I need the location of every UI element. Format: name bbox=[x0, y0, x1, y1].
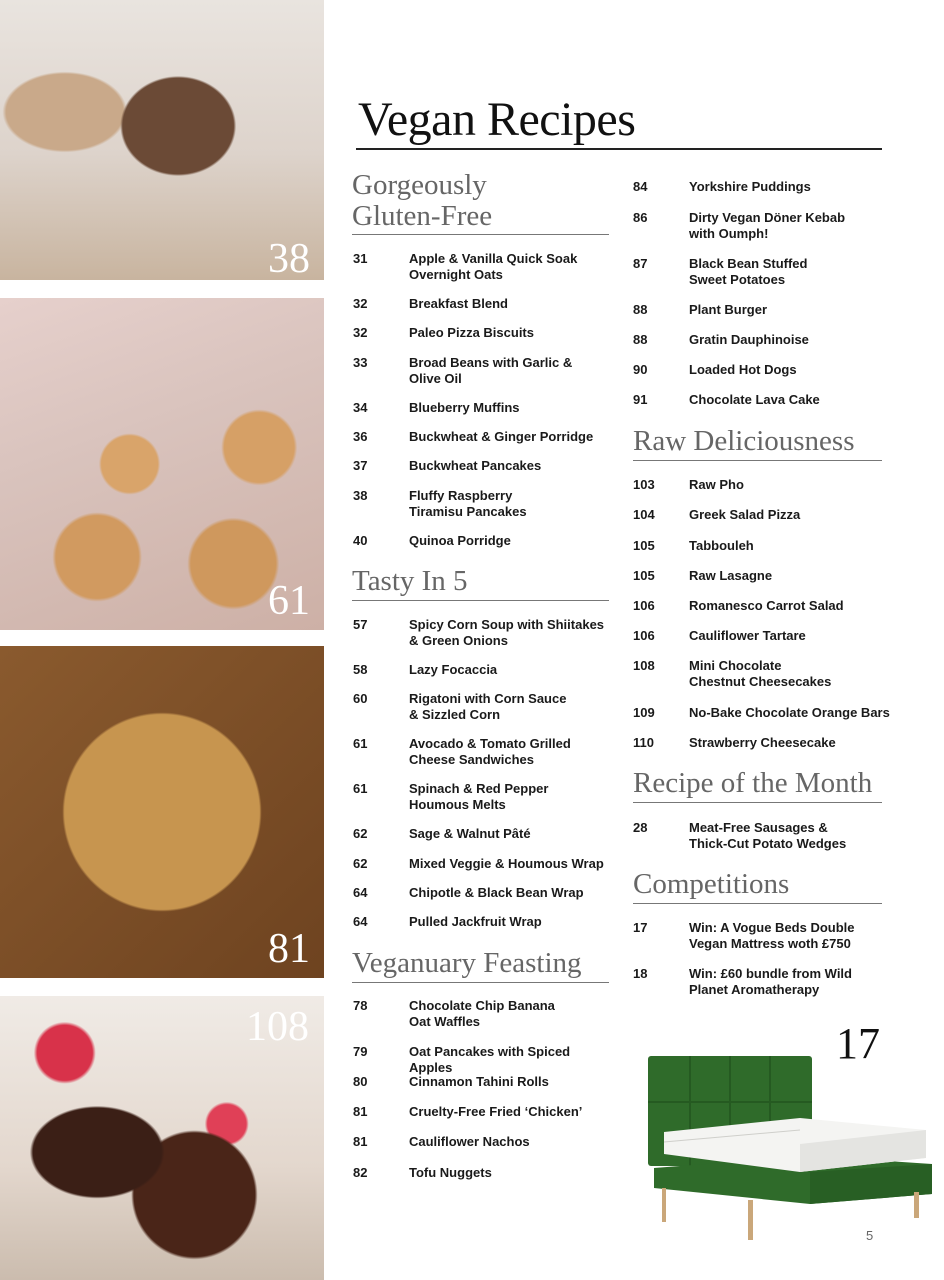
entry-page: 61 bbox=[353, 736, 368, 751]
contents-entry[interactable] bbox=[633, 538, 903, 554]
entry-page: 108 bbox=[633, 658, 655, 673]
contents-entry[interactable] bbox=[353, 429, 613, 445]
section-title-recipe-of-the-month: Recipe of the Month bbox=[633, 767, 873, 799]
contents-entry[interactable] bbox=[633, 332, 903, 348]
photo-page-number: 17 bbox=[836, 1019, 880, 1068]
entry-title: Chipotle & Black Bean Wrap bbox=[409, 885, 584, 900]
entry-title: Chocolate Lava Cake bbox=[689, 392, 820, 407]
entry-page: 60 bbox=[353, 691, 368, 706]
entry-page: 28 bbox=[633, 820, 648, 835]
entry-page: 106 bbox=[633, 628, 655, 643]
pancake-stack-photo bbox=[0, 0, 324, 280]
contents-entry[interactable] bbox=[633, 210, 903, 242]
entry-title: Broad Beans with Garlic & Olive Oil bbox=[409, 355, 573, 386]
entry-page: 62 bbox=[353, 856, 368, 871]
entry-page: 90 bbox=[633, 362, 648, 377]
entry-title: Greek Salad Pizza bbox=[689, 507, 801, 522]
entry-page: 64 bbox=[353, 885, 368, 900]
contents-entry[interactable] bbox=[353, 826, 613, 842]
contents-entry[interactable] bbox=[633, 568, 903, 584]
section-divider bbox=[633, 802, 882, 803]
contents-entry[interactable] bbox=[353, 1104, 613, 1120]
entry-page: 61 bbox=[353, 781, 368, 796]
section-title-tasty-in-5: Tasty In 5 bbox=[352, 565, 468, 597]
contents-entry[interactable] bbox=[353, 1134, 613, 1150]
contents-entry[interactable] bbox=[353, 617, 613, 649]
entry-title: Raw Pho bbox=[689, 477, 744, 492]
photo-page-number: 108 bbox=[246, 1004, 309, 1050]
entry-page: 87 bbox=[633, 256, 648, 271]
entry-page: 79 bbox=[353, 1044, 368, 1059]
section-title-competitions: Competitions bbox=[633, 868, 790, 900]
entry-page: 58 bbox=[353, 662, 368, 677]
entry-title: Apple & Vanilla Quick Soak Overnight Oats bbox=[409, 251, 578, 282]
entry-title: Rigatoni with Corn Sauce & Sizzled Corn bbox=[409, 691, 567, 722]
entry-title: Romanesco Carrot Salad bbox=[689, 598, 844, 613]
contents-entry[interactable] bbox=[353, 914, 613, 930]
entry-page: 104 bbox=[633, 507, 655, 522]
entry-page: 34 bbox=[353, 400, 368, 415]
entry-page: 57 bbox=[353, 617, 368, 632]
contents-entry[interactable] bbox=[633, 966, 903, 998]
entry-title: Tofu Nuggets bbox=[409, 1165, 492, 1180]
contents-entry[interactable] bbox=[633, 302, 903, 318]
entry-title: Mixed Veggie & Houmous Wrap bbox=[409, 856, 604, 871]
contents-entry[interactable] bbox=[353, 1165, 613, 1181]
entry-title: Cinnamon Tahini Rolls bbox=[409, 1074, 549, 1089]
entry-page: 81 bbox=[353, 1134, 368, 1149]
contents-entry[interactable] bbox=[633, 920, 903, 952]
entry-title: Gratin Dauphinoise bbox=[689, 332, 809, 347]
contents-entry[interactable] bbox=[353, 885, 613, 901]
entry-title: Avocado & Tomato Grilled Cheese Sandwiches bbox=[409, 736, 571, 767]
contents-entry[interactable] bbox=[353, 736, 613, 768]
section-divider bbox=[352, 982, 609, 983]
entry-page: 31 bbox=[353, 251, 368, 266]
entry-page: 84 bbox=[633, 179, 648, 194]
entry-title: Cauliflower Tartare bbox=[689, 628, 806, 643]
contents-entry[interactable] bbox=[353, 400, 613, 416]
entry-title: Cruelty-Free Fried ‘Chicken’ bbox=[409, 1104, 583, 1119]
entry-title: Oat Pancakes with Spiced Apples bbox=[409, 1044, 571, 1075]
entry-page: 103 bbox=[633, 477, 655, 492]
entry-page: 88 bbox=[633, 302, 648, 317]
entry-title: Dirty Vegan Döner Kebab with Oumph! bbox=[689, 210, 846, 241]
section-divider bbox=[633, 903, 882, 904]
entry-page: 80 bbox=[353, 1074, 368, 1089]
title-divider bbox=[356, 148, 882, 150]
green-bed-photo bbox=[640, 1019, 940, 1244]
entry-title: Meat-Free Sausages & Thick-Cut Potato Wedges bbox=[689, 820, 847, 851]
entry-page: 40 bbox=[353, 533, 368, 548]
entry-page: 82 bbox=[353, 1165, 368, 1180]
entry-page: 32 bbox=[353, 296, 368, 311]
contents-entry[interactable] bbox=[353, 533, 613, 549]
page-title: Vegan Recipes bbox=[358, 93, 636, 146]
contents-entry[interactable] bbox=[353, 355, 613, 387]
photo-page-number: 61 bbox=[268, 578, 310, 624]
contents-entry[interactable] bbox=[353, 325, 613, 341]
contents-entry[interactable] bbox=[633, 477, 903, 493]
entry-title: Win: A Vogue Beds Double Vegan Mattress woth £750 bbox=[689, 920, 855, 951]
contents-entry[interactable] bbox=[353, 251, 613, 283]
entry-page: 91 bbox=[633, 392, 648, 407]
entry-page: 86 bbox=[633, 210, 648, 225]
contents-entry[interactable] bbox=[353, 1044, 613, 1076]
entry-page: 105 bbox=[633, 538, 655, 553]
section-title-gluten-free: Gorgeously Gluten-Free bbox=[352, 169, 493, 232]
entry-page: 106 bbox=[633, 598, 655, 613]
entry-title: Spinach & Red Pepper Houmous Melts bbox=[409, 781, 549, 812]
contents-entry[interactable] bbox=[633, 392, 903, 408]
entry-title: Buckwheat & Ginger Porridge bbox=[409, 429, 594, 444]
entry-title: No-Bake Chocolate Orange Bars bbox=[689, 705, 890, 720]
section-divider bbox=[352, 234, 609, 235]
entry-title: Mini Chocolate Chestnut Cheesecakes bbox=[689, 658, 832, 689]
section-title-raw-deliciousness: Raw Deliciousness bbox=[633, 425, 855, 457]
contents-entry[interactable] bbox=[353, 488, 613, 520]
entry-title: Loaded Hot Dogs bbox=[689, 362, 797, 377]
entry-page: 62 bbox=[353, 826, 368, 841]
contents-entry[interactable] bbox=[353, 296, 613, 312]
entry-title: Quinoa Porridge bbox=[409, 533, 511, 548]
contents-entry[interactable] bbox=[633, 658, 903, 690]
contents-entry[interactable] bbox=[633, 179, 903, 195]
entry-title: Black Bean Stuffed Sweet Potatoes bbox=[689, 256, 808, 287]
entry-page: 32 bbox=[353, 325, 368, 340]
contents-entry[interactable] bbox=[353, 781, 613, 813]
entry-page: 81 bbox=[353, 1104, 368, 1119]
section-divider bbox=[633, 460, 882, 461]
entry-title: Cauliflower Nachos bbox=[409, 1134, 530, 1149]
contents-entry[interactable] bbox=[353, 662, 613, 678]
photo-page-number: 38 bbox=[268, 236, 310, 280]
entry-page: 37 bbox=[353, 458, 368, 473]
entry-title: Buckwheat Pancakes bbox=[409, 458, 542, 473]
entry-page: 33 bbox=[353, 355, 368, 370]
entry-page: 109 bbox=[633, 705, 655, 720]
entry-title: Yorkshire Puddings bbox=[689, 179, 811, 194]
entry-title: Breakfast Blend bbox=[409, 296, 508, 311]
contents-entry[interactable] bbox=[353, 691, 613, 723]
contents-entry[interactable] bbox=[633, 628, 903, 644]
entry-page: 38 bbox=[353, 488, 368, 503]
entry-title: Win: £60 bundle from Wild Planet Aromatherapy bbox=[689, 966, 852, 997]
chocolate-cheesecake-photo bbox=[0, 996, 324, 1280]
pizza-biscuits-photo bbox=[0, 298, 324, 630]
entry-page: 64 bbox=[353, 914, 368, 929]
entry-title: Spicy Corn Soup with Shiitakes & Green Onions bbox=[409, 617, 605, 648]
entry-title: Chocolate Chip Banana Oat Waffles bbox=[409, 998, 555, 1029]
entry-title: Blueberry Muffins bbox=[409, 400, 520, 415]
contents-entry[interactable] bbox=[633, 598, 903, 614]
entry-title: Sage & Walnut Pâté bbox=[409, 826, 531, 841]
contents-entry[interactable] bbox=[633, 820, 903, 852]
entry-page: 88 bbox=[633, 332, 648, 347]
section-title-veganuary-feasting: Veganuary Feasting bbox=[352, 947, 582, 979]
contents-entry[interactable] bbox=[633, 362, 903, 378]
contents-entry[interactable] bbox=[633, 735, 903, 751]
section-divider bbox=[352, 600, 609, 601]
page-number: 5 bbox=[866, 1228, 874, 1243]
contents-entry[interactable] bbox=[633, 507, 903, 523]
entry-page: 78 bbox=[353, 998, 368, 1013]
entry-title: Plant Burger bbox=[689, 302, 768, 317]
entry-page: 105 bbox=[633, 568, 655, 583]
entry-title: Tabbouleh bbox=[689, 538, 754, 553]
contents-entry[interactable] bbox=[633, 256, 903, 288]
entry-title: Lazy Focaccia bbox=[409, 662, 498, 677]
entry-page: 110 bbox=[633, 735, 654, 750]
photo-page-number: 81 bbox=[268, 926, 310, 972]
contents-entry[interactable] bbox=[633, 705, 903, 721]
contents-entry[interactable] bbox=[353, 1074, 613, 1090]
contents-entry[interactable] bbox=[353, 856, 613, 872]
entry-title: Raw Lasagne bbox=[689, 568, 773, 583]
entry-page: 18 bbox=[633, 966, 648, 981]
entry-title: Paleo Pizza Biscuits bbox=[409, 325, 534, 340]
entry-title: Strawberry Cheesecake bbox=[689, 735, 836, 750]
loaded-nachos-photo bbox=[0, 646, 324, 978]
entry-page: 17 bbox=[633, 920, 648, 935]
entry-page: 36 bbox=[353, 429, 368, 444]
entry-title: Fluffy Raspberry Tiramisu Pancakes bbox=[409, 488, 527, 519]
contents-entry[interactable] bbox=[353, 458, 613, 474]
contents-entry[interactable] bbox=[353, 998, 613, 1030]
entry-title: Pulled Jackfruit Wrap bbox=[409, 914, 542, 929]
